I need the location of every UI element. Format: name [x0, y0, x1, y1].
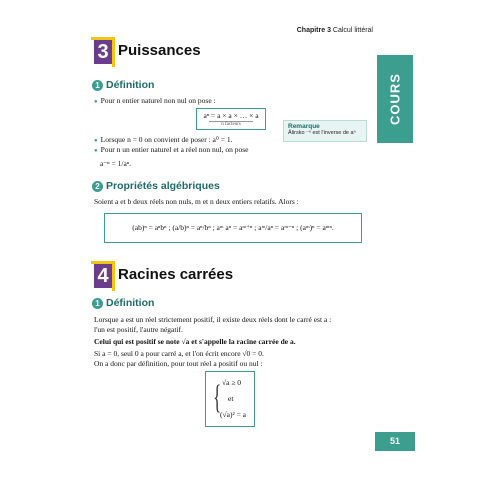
subsection-number: 1 — [92, 298, 103, 309]
page-number: 51 — [375, 432, 415, 451]
cours-tab — [377, 55, 413, 143]
sqrt-condition-and: et — [228, 394, 234, 403]
subsection-number: 2 — [92, 181, 103, 192]
remark-body: Âlirsko ⁻ⁿ est l'inverse de aⁿ — [288, 130, 356, 136]
remark-title: Remarque — [288, 123, 320, 130]
section-3-properties-heading — [92, 180, 220, 192]
power-def-line2: ● Lorsque n = 0 on convient de poser : a⁰ = 1. — [94, 135, 232, 146]
sqrt-p4: Si a = 0, seul 0 a pour carré a, et l'on écrit encore √0 = 0. — [94, 349, 264, 358]
power-def-line4: a⁻ⁿ = 1/aⁿ. — [100, 159, 132, 168]
sqrt-p5: On a donc par définition, pour tout réel a positif ou nul : — [94, 359, 263, 368]
section-4-definition-heading — [92, 297, 154, 309]
power-formula-box — [196, 108, 266, 130]
properties-formulas: (ab)ⁿ = aⁿbⁿ ; (a/b)ⁿ = aⁿ/bⁿ ; aᵐ aⁿ = aᵐ⁺ⁿ ; aᵐ/aⁿ = aᵐ⁻ⁿ ; (aᵐ)ⁿ = aᵐⁿ. — [132, 223, 334, 232]
power-def-line3: ● Pour n un entier naturel et a réel non nul, on pose — [94, 145, 249, 156]
subsection-number: 1 — [92, 80, 103, 91]
brace-icon: { — [213, 379, 222, 416]
running-header — [297, 27, 373, 34]
properties-intro: Soient a et b deux réels non nuls, m et n deux entiers relatifs. Alors : — [94, 197, 299, 206]
subsection-title: Définition — [106, 297, 155, 309]
section-3-number: 3 — [94, 40, 112, 64]
sqrt-condition-1: √a ≥ 0 — [222, 378, 242, 387]
sqrt-definition-box — [205, 371, 255, 427]
subsection-title: Définition — [106, 79, 155, 91]
subsection-title: Propriétés algébriques — [106, 180, 220, 192]
sqrt-p2: l'un est positif, l'autre négatif. — [94, 325, 183, 334]
section-3-title: Puissances — [118, 42, 201, 59]
cours-tab-label: COURS — [387, 73, 403, 125]
sqrt-p1: Lorsque a est un réel strictement positif, il existe deux réels dont le carré est a : — [94, 315, 332, 324]
sqrt-p3: Celui qui est positif se note √a et s'appelle la racine carrée de a. — [94, 337, 296, 346]
remark-box — [283, 120, 367, 142]
power-formula-note: n facteurs — [209, 121, 253, 127]
chapter-title: Calcul littéral — [332, 27, 373, 34]
sqrt-condition-2: (√a)² = a — [220, 410, 246, 419]
section-3-definition-heading — [92, 79, 154, 91]
power-def-line1: ● Pour n entier naturel non nul on pose : — [94, 96, 216, 107]
properties-formula-box — [104, 213, 362, 243]
section-4-title: Racines carrées — [118, 266, 234, 283]
power-formula: aⁿ = a × a × … × a — [203, 111, 259, 120]
chapter-label: Chapitre 3 — [296, 27, 331, 34]
section-4-number: 4 — [94, 264, 112, 288]
